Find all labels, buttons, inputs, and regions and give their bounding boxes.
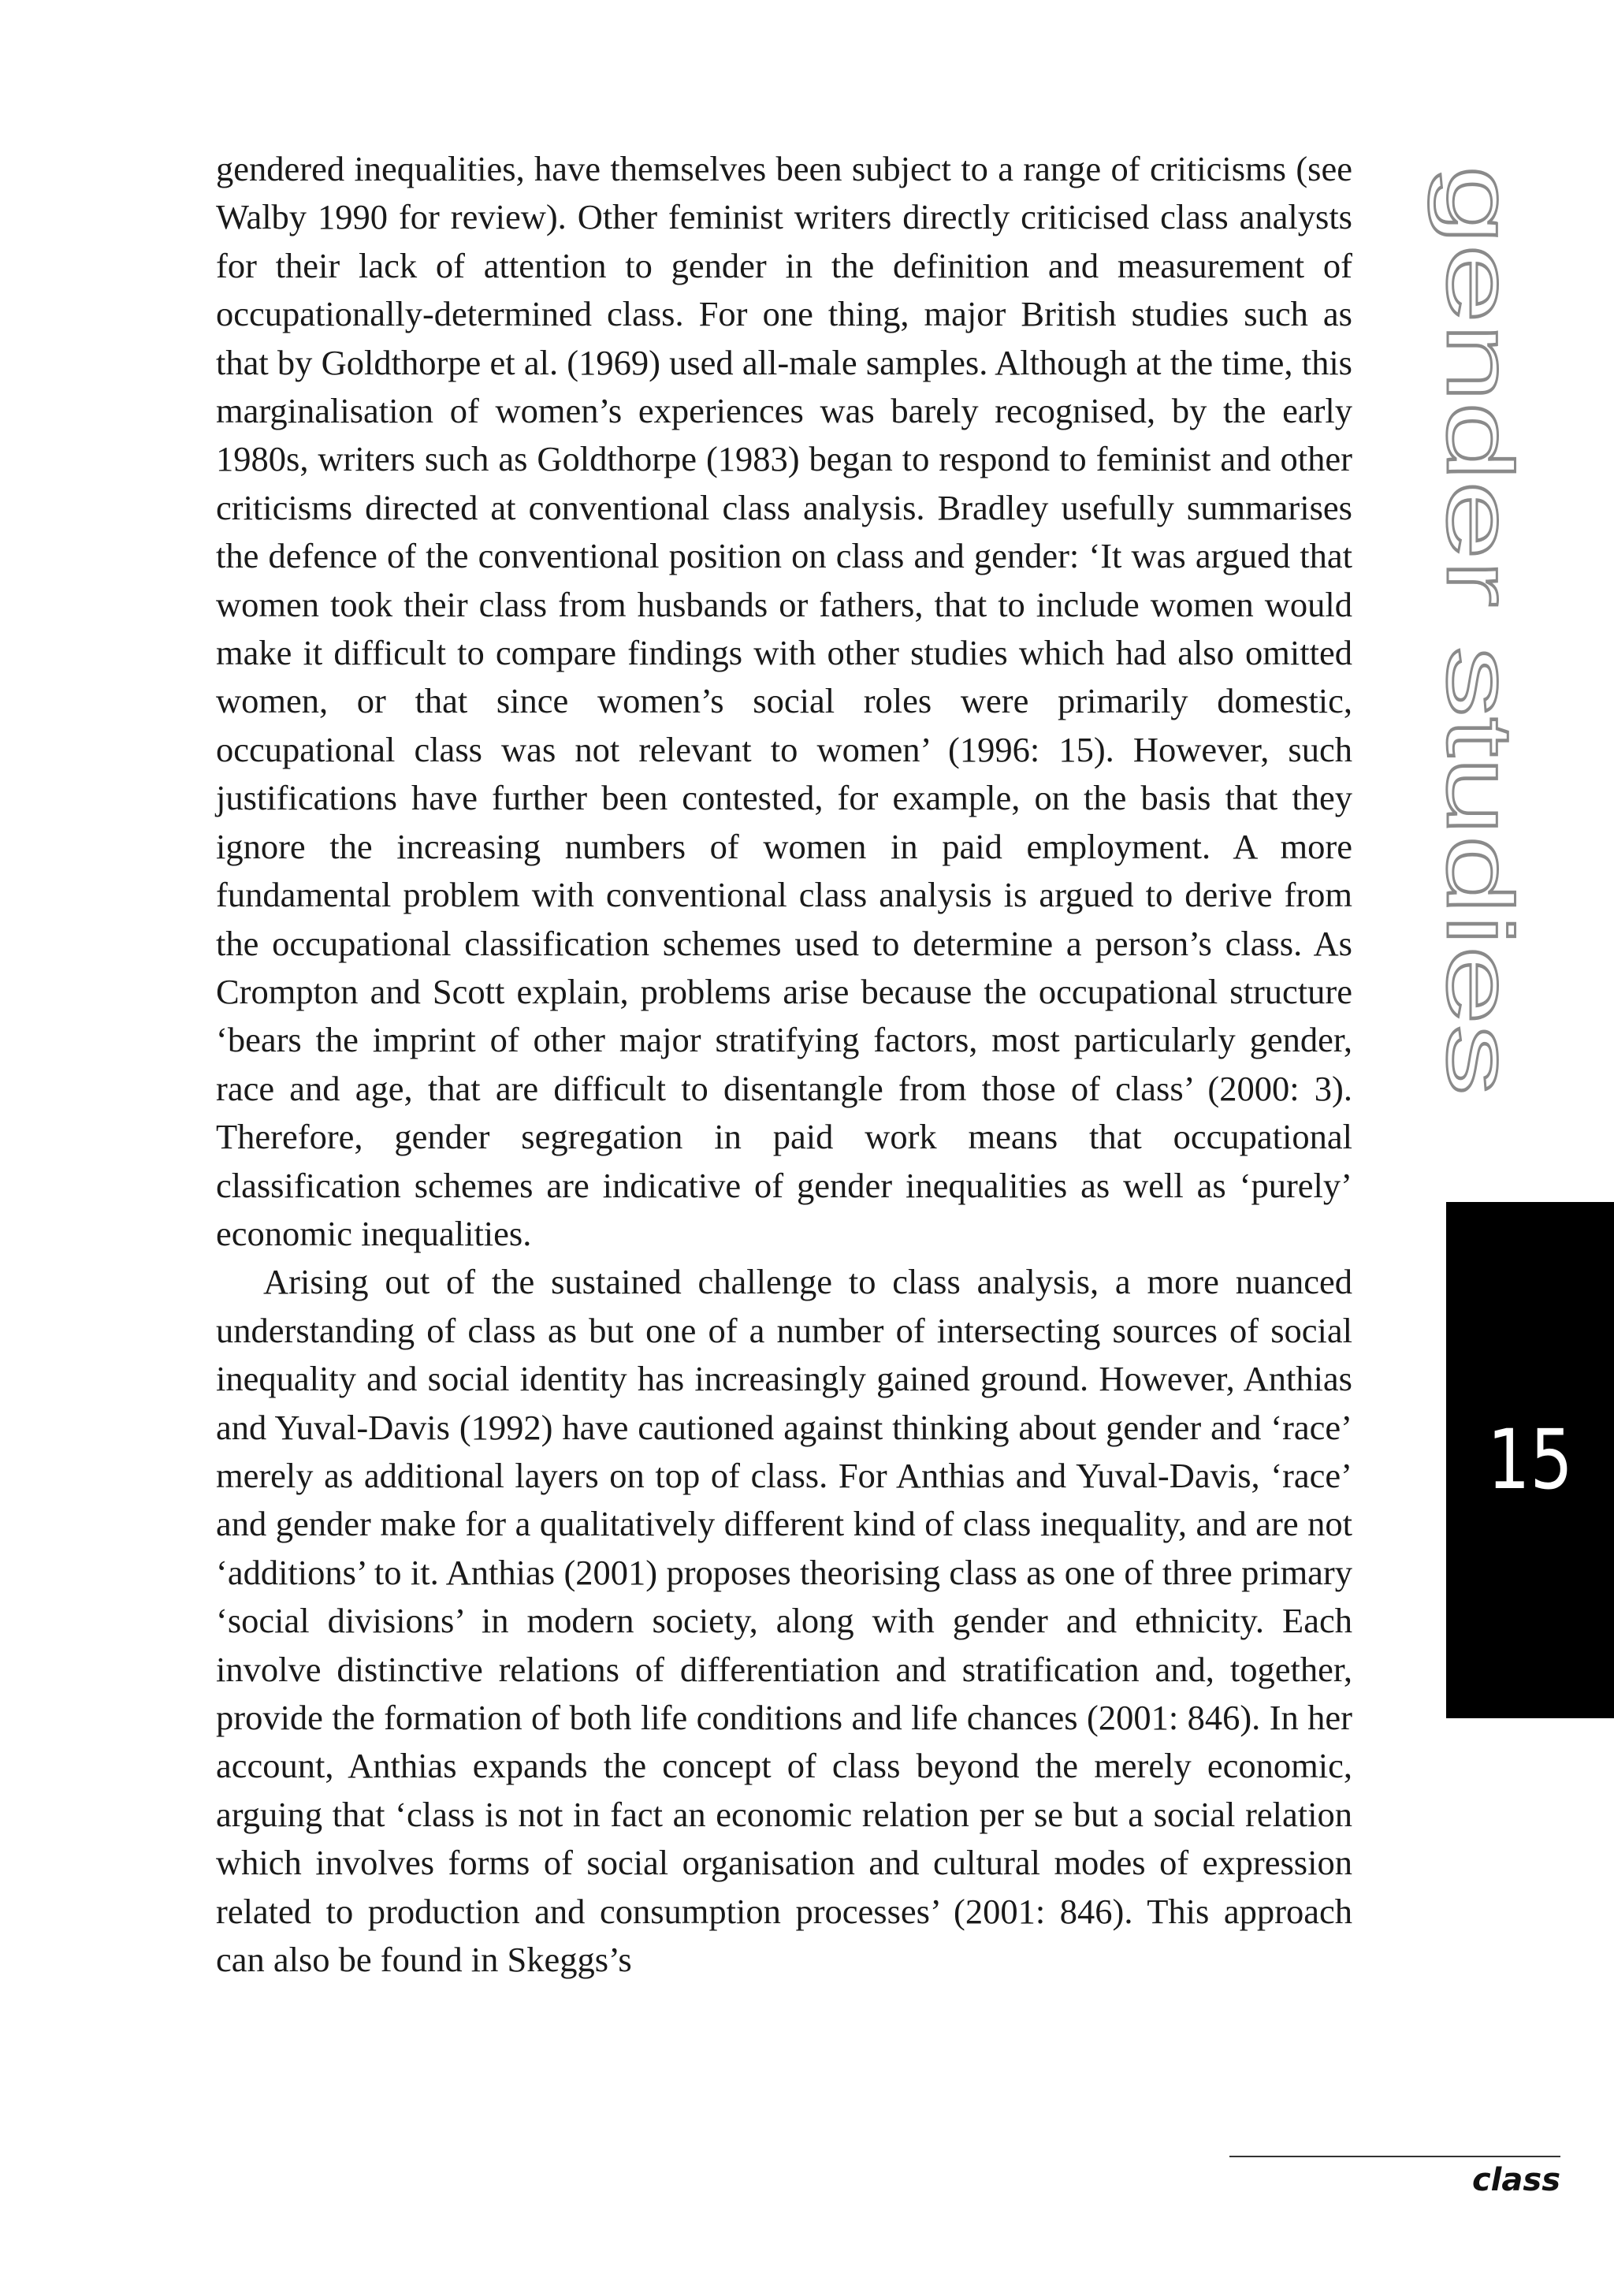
chapter-tab [1446, 1202, 1614, 1718]
paragraph-2: Arising out of the sustained challenge to class analysis, a more nuanced understanding of class as but one of a number of intersecting sources of social inequality and social identity has increasingly gained ground. However, Anthias and Yuval-Davis (1992) have cautioned against thinking about gender and ‘race’ merely as additional layers on top of class. For Anthias and Yuval-Davis, ‘race’ and gender make for a qualitatively different kind of class inequality, and are not ‘additions’ to it. Anthias (2001) proposes theorising class as one of three primary ‘social divisions’ in modern society, along with gender and ethnicity. Each involve distinctive relations of differentiation and stratification and, together, provide the formation of both life conditions and life chances (2001: 846). In her account, Anthias expands the concept of class beyond the merely economic, arguing that ‘class is not in fact an economic relation per se but a social relation which involves forms of social organisation and cultural modes of expression related to production and consumption processes’ (2001: 846). This approach can also be found in Skeggs’s [216, 1262, 1352, 1980]
footer-rule [1229, 2156, 1560, 2157]
section-side-title [1422, 166, 1533, 1096]
chapter-number: 15 [1487, 1412, 1573, 1508]
section-side-title-svg [1422, 166, 1533, 1096]
body-text [216, 145, 1352, 1984]
section-side-title-text: gender studies [1427, 166, 1531, 776]
footer-section-label: class [1471, 2162, 1560, 2198]
paragraph-1: gendered inequalities, have themselves been subject to a range of criticisms (see Walby 1990 for review). Other feminist writers directly criticised class analysts for their lack of attention to gender in the definition and measurement of occupationally-determined class. For one thing, major British studies such as that by Goldthorpe et al. (1969) used all-male samples. Although at the time, this marginalisation of women’s experiences was barely recognised, by the early 1980s, writers such as Goldthorpe (1983) began to respond to feminist and other criticisms directed at conventional class analysis. Bradley usefully summarises the defence of the conventional position on class and gender: ‘It was argued that women took their class from husbands or fathers, that to include women would make it difficult to compare findings with other studies which had also omitted women, or that since women’s social roles were primarily domestic, occupational class was not relevant to women’ (1996: 15). However, such justifications have further been contested, for example, on the basis that they ignore the increasing numbers of women in paid employment. A more fundamental problem with conventional class analysis is argued to derive from the occupational classification schemes used to determine a person’s class. As Crompton and Scott explain, problems arise because the occupational structure ‘bears the imprint of other major stratifying factors, most particularly gender, race and age, that are difficult to disentangle from those of class’ (2000: 3). Therefore, gender segregation in paid work means that occupational classification schemes are indicative of gender inequalities as well as ‘purely’ economic inequalities. [216, 149, 1352, 1253]
